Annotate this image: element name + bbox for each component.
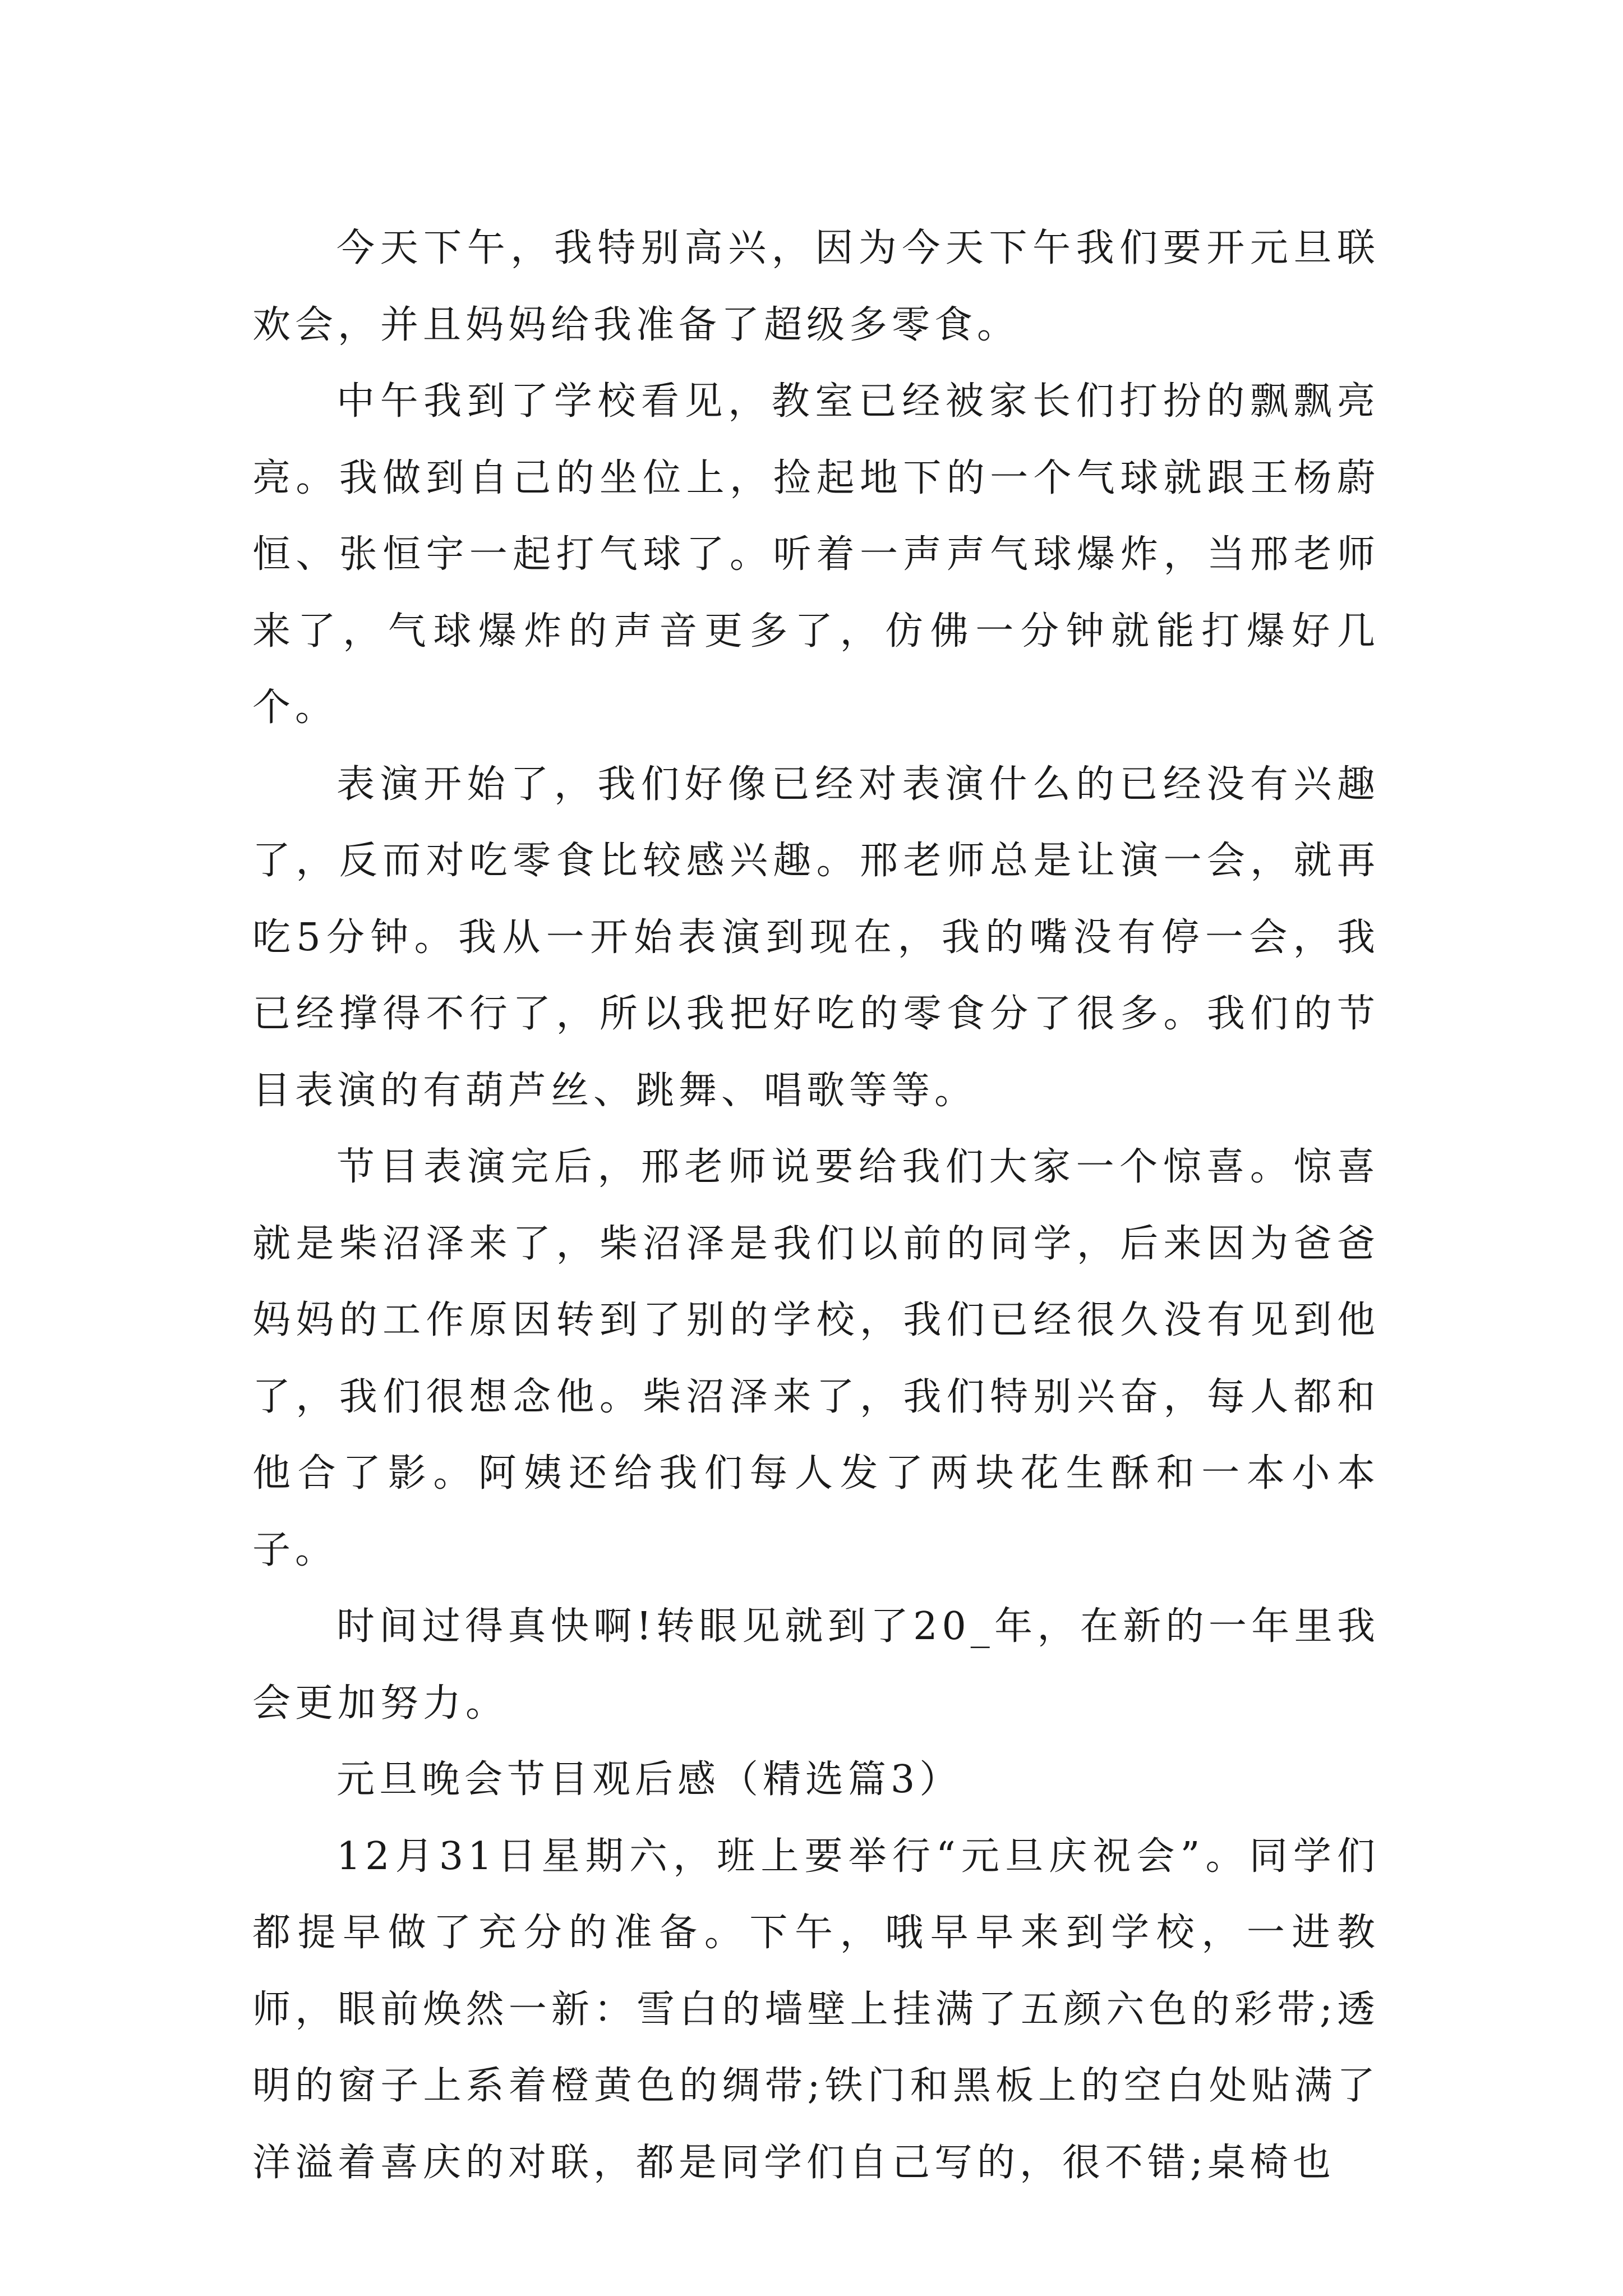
paragraph-2: 中午我到了学校看见，教室已经被家长们打扮的飘飘亮亮。我做到自己的坐位上，捡起地下的一个气球就跟王杨蔚恒、张恒宇一起打气球了。听着一声声气球爆炸，当邢老师来了，气球爆炸的声音更多了，仿佛一分钟就能打爆好几个。 <box>252 379 1380 730</box>
section-heading: 元旦晚会节目观后感（精选篇3） <box>336 1757 962 1802</box>
paragraph-4: 节目表演完后，邢老师说要给我们大家一个惊喜。惊喜就是柴沼泽来了，柴沼泽是我们以前的同学，后来因为爸爸妈妈的工作原因转到了别的学校，我们已经很久没有见到他了，我们很想念他。柴沼泽来了，我们特别兴奋，每人都和他合了影。阿姨还给我们每人发了两块花生酥和一本小本子。 <box>252 1145 1380 1572</box>
paragraph-5: 时间过得真快啊!转眼见就到了20_年，在新的一年里我会更加努力。 <box>252 1604 1380 1726</box>
document-body <box>252 210 1380 2201</box>
paragraph-6: 12月31日星期六，班上要举行“元旦庆祝会”。同学们都提早做了充分的准备。下午，哦早早来到学校，一进教师，眼前焕然一新：雪白的墙壁上挂满了五颜六色的彩带;透明的窗子上系着橙黄色的绸带;铁门和黑板上的空白处贴满了洋溢着喜庆的对联，都是同学们自己写的，很不错;桌椅也 <box>252 1834 1380 2185</box>
paragraph-3: 表演开始了，我们好像已经对表演什么的已经没有兴趣了，反而对吃零食比较感兴趣。邢老师总是让演一会，就再吃5分钟。我从一开始表演到现在，我的嘴没有停一会，我已经撑得不行了，所以我把好吃的零食分了很多。我们的节目表演的有葫芦丝、跳舞、唱歌等等。 <box>252 762 1380 1113</box>
paragraph-1: 今天下午，我特别高兴，因为今天下午我们要开元旦联欢会，并且妈妈给我准备了超级多零食。 <box>252 226 1380 347</box>
